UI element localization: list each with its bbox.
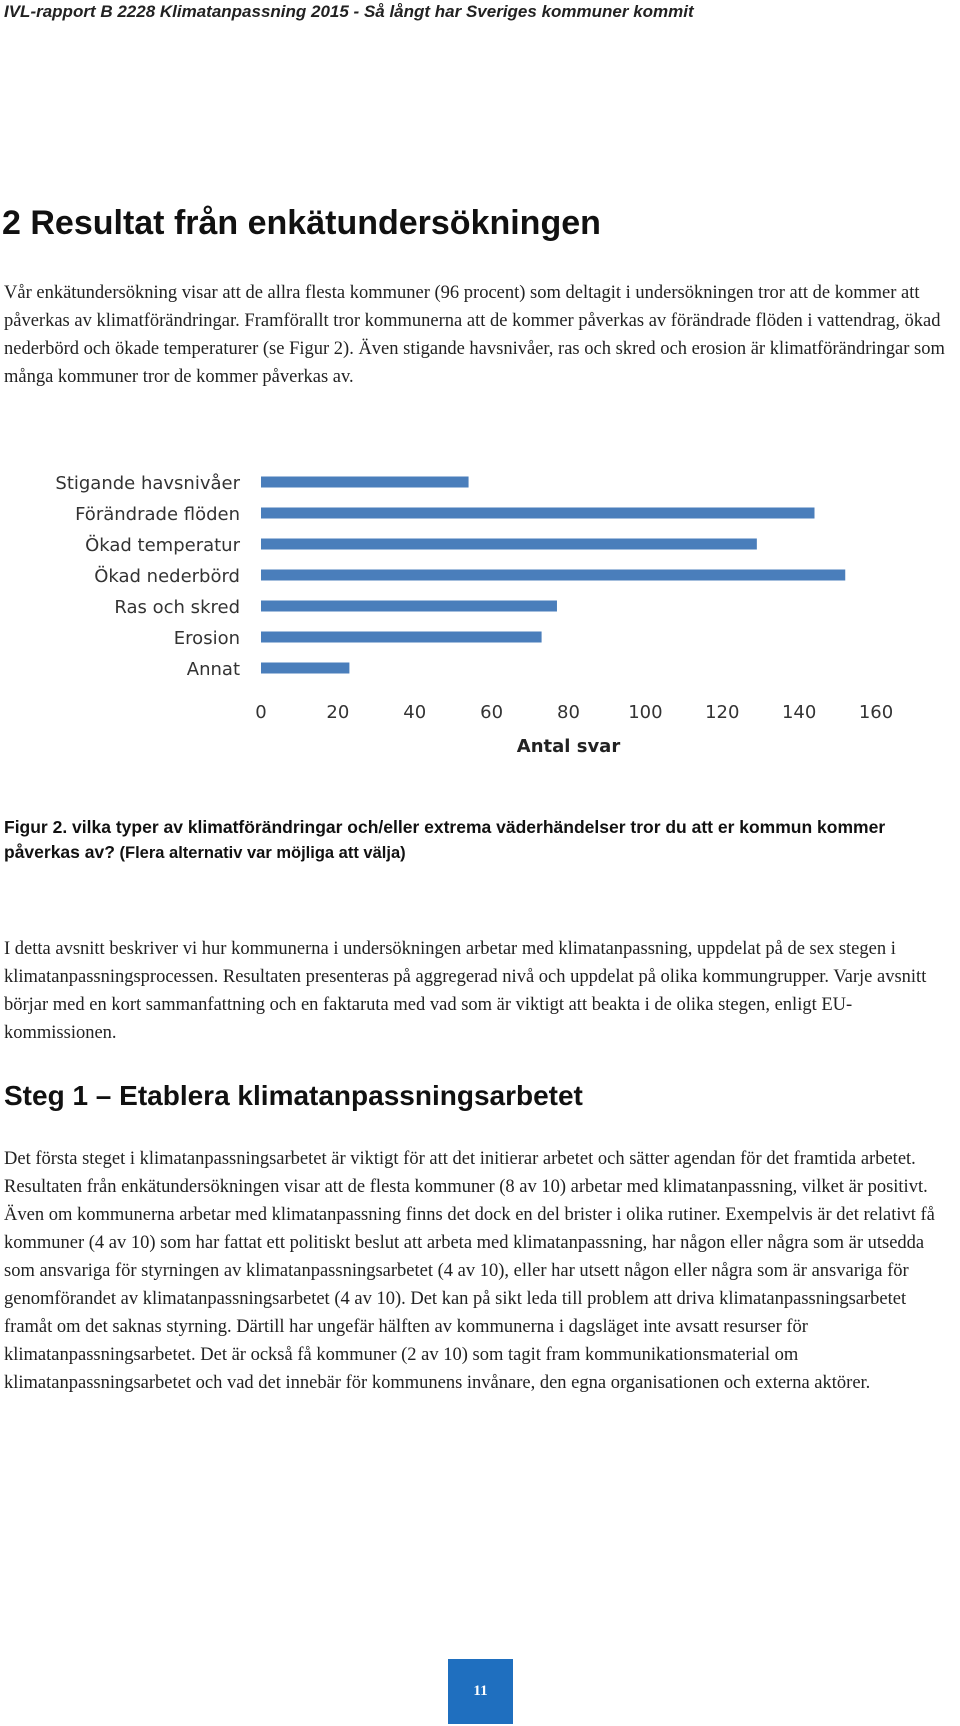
bar-chart (0, 460, 960, 780)
bar (261, 477, 469, 488)
category-label: Ras och skred (114, 597, 240, 618)
category-label: Annat (186, 659, 240, 680)
bar (261, 601, 557, 612)
category-label: Ökad nederbörd (94, 566, 240, 587)
intro-paragraph: Vår enkätundersökning visar att de allra flesta kommuner (96 procent) som deltagit i undersökningen tror att de kommer att påverkas av klimatförändringar. Framförallt tror kommunerna att de kommer påverkas av förändrade flöden i vattendrag, ökad nederbörd och ökade temperaturer (se Figur 2). Även stigande havsnivåer, ras och skred och erosion är klimatförändringar som många kommuner tror de kommer påverkas av. (4, 283, 945, 387)
step1-paragraph: Det första steget i klimatanpassningsarbetet är viktigt för att det initierar arbetet och sätter agendan för det framtida arbetet. Resultaten från enkätundersökningen visar att de flesta kommuner (8 av 10) arbetar med klimatanpassning, vilket är positivt. Även om kommunerna arbetar med klimatanpassning finns det dock en del brister i olika rutiner. Exempelvis är det relativt få kommuner (4 av 10) som har fattat ett politiskt beslut att arbeta med klimatanpassning, har någon eller några som är utsedda som ansvariga för styrningen av klimatanpassningsarbetet (4 av 10), eller har utsett någon eller några som är ansvariga för genomförandet av klimatanpassningsarbetet (4 av 10). Det kan på sikt leda till problem att driva klimatanpassningsarbetet framåt om det saknas styrning. Därtill har ungefär hälften av kommunerna i dagsläget inte avsatt resurser för klimatanpassningsarbetet. Det är också få kommuner (2 av 10) som tagit fram kommunikationsmaterial om klimatanpassningsarbetet och vad det innebär för kommunens invånare, den egna organisationen och externa aktörer. (4, 1149, 935, 1393)
section-overview-paragraph: I detta avsnitt beskriver vi hur kommunerna i undersökningen arbetar med klimatanpassning, uppdelat på de sex stegen i klimatanpassningsprocessen. Resultaten presenteras på aggregerad nivå och uppdelat på olika kommungrupper. Varje avsnitt börjar med en kort sammanfattning och en faktaruta med vad som är viktigt att beakta i de olika stegen, enligt EU-kommissionen. (4, 939, 927, 1043)
category-label: Förändrade flöden (75, 504, 240, 525)
x-tick-label: 0 (255, 702, 267, 723)
bar (261, 570, 845, 581)
category-label: Stigande havsnivåer (55, 473, 240, 494)
x-tick-label: 120 (705, 702, 740, 723)
x-axis-title: Antal svar (516, 736, 621, 757)
bar (261, 632, 542, 643)
x-tick-label: 80 (557, 702, 580, 723)
category-label: Ökad temperatur (85, 535, 240, 556)
caption-note: (Flera alternativ var möjliga att välja) (114, 844, 406, 862)
page-number: 11 (448, 1659, 513, 1724)
figure-caption (4, 815, 954, 866)
section-heading: 2 Resultat från enkätundersökningen (2, 204, 601, 242)
bar (261, 508, 815, 519)
bar (261, 539, 757, 550)
step1-heading: Steg 1 – Etablera klimatanpassningsarbetet (4, 1080, 583, 1111)
bar (261, 663, 349, 674)
x-tick-label: 40 (403, 702, 427, 723)
running-header: IVL-rapport B 2228 Klimatanpassning 2015 - Så långt har Sveriges kommuner kommit (4, 2, 694, 21)
category-label: Erosion (173, 628, 240, 649)
x-tick-label: 100 (628, 702, 663, 723)
x-tick-label: 140 (781, 702, 817, 723)
caption-lead: Figur 2. vilka typer av klimatförändringar och/eller extrema väderhändelser tror du att er kommun kommer påverkas av? (4, 817, 886, 862)
x-tick-label: 160 (858, 702, 894, 723)
x-tick-label: 60 (480, 702, 504, 723)
x-tick-label: 20 (326, 702, 350, 723)
